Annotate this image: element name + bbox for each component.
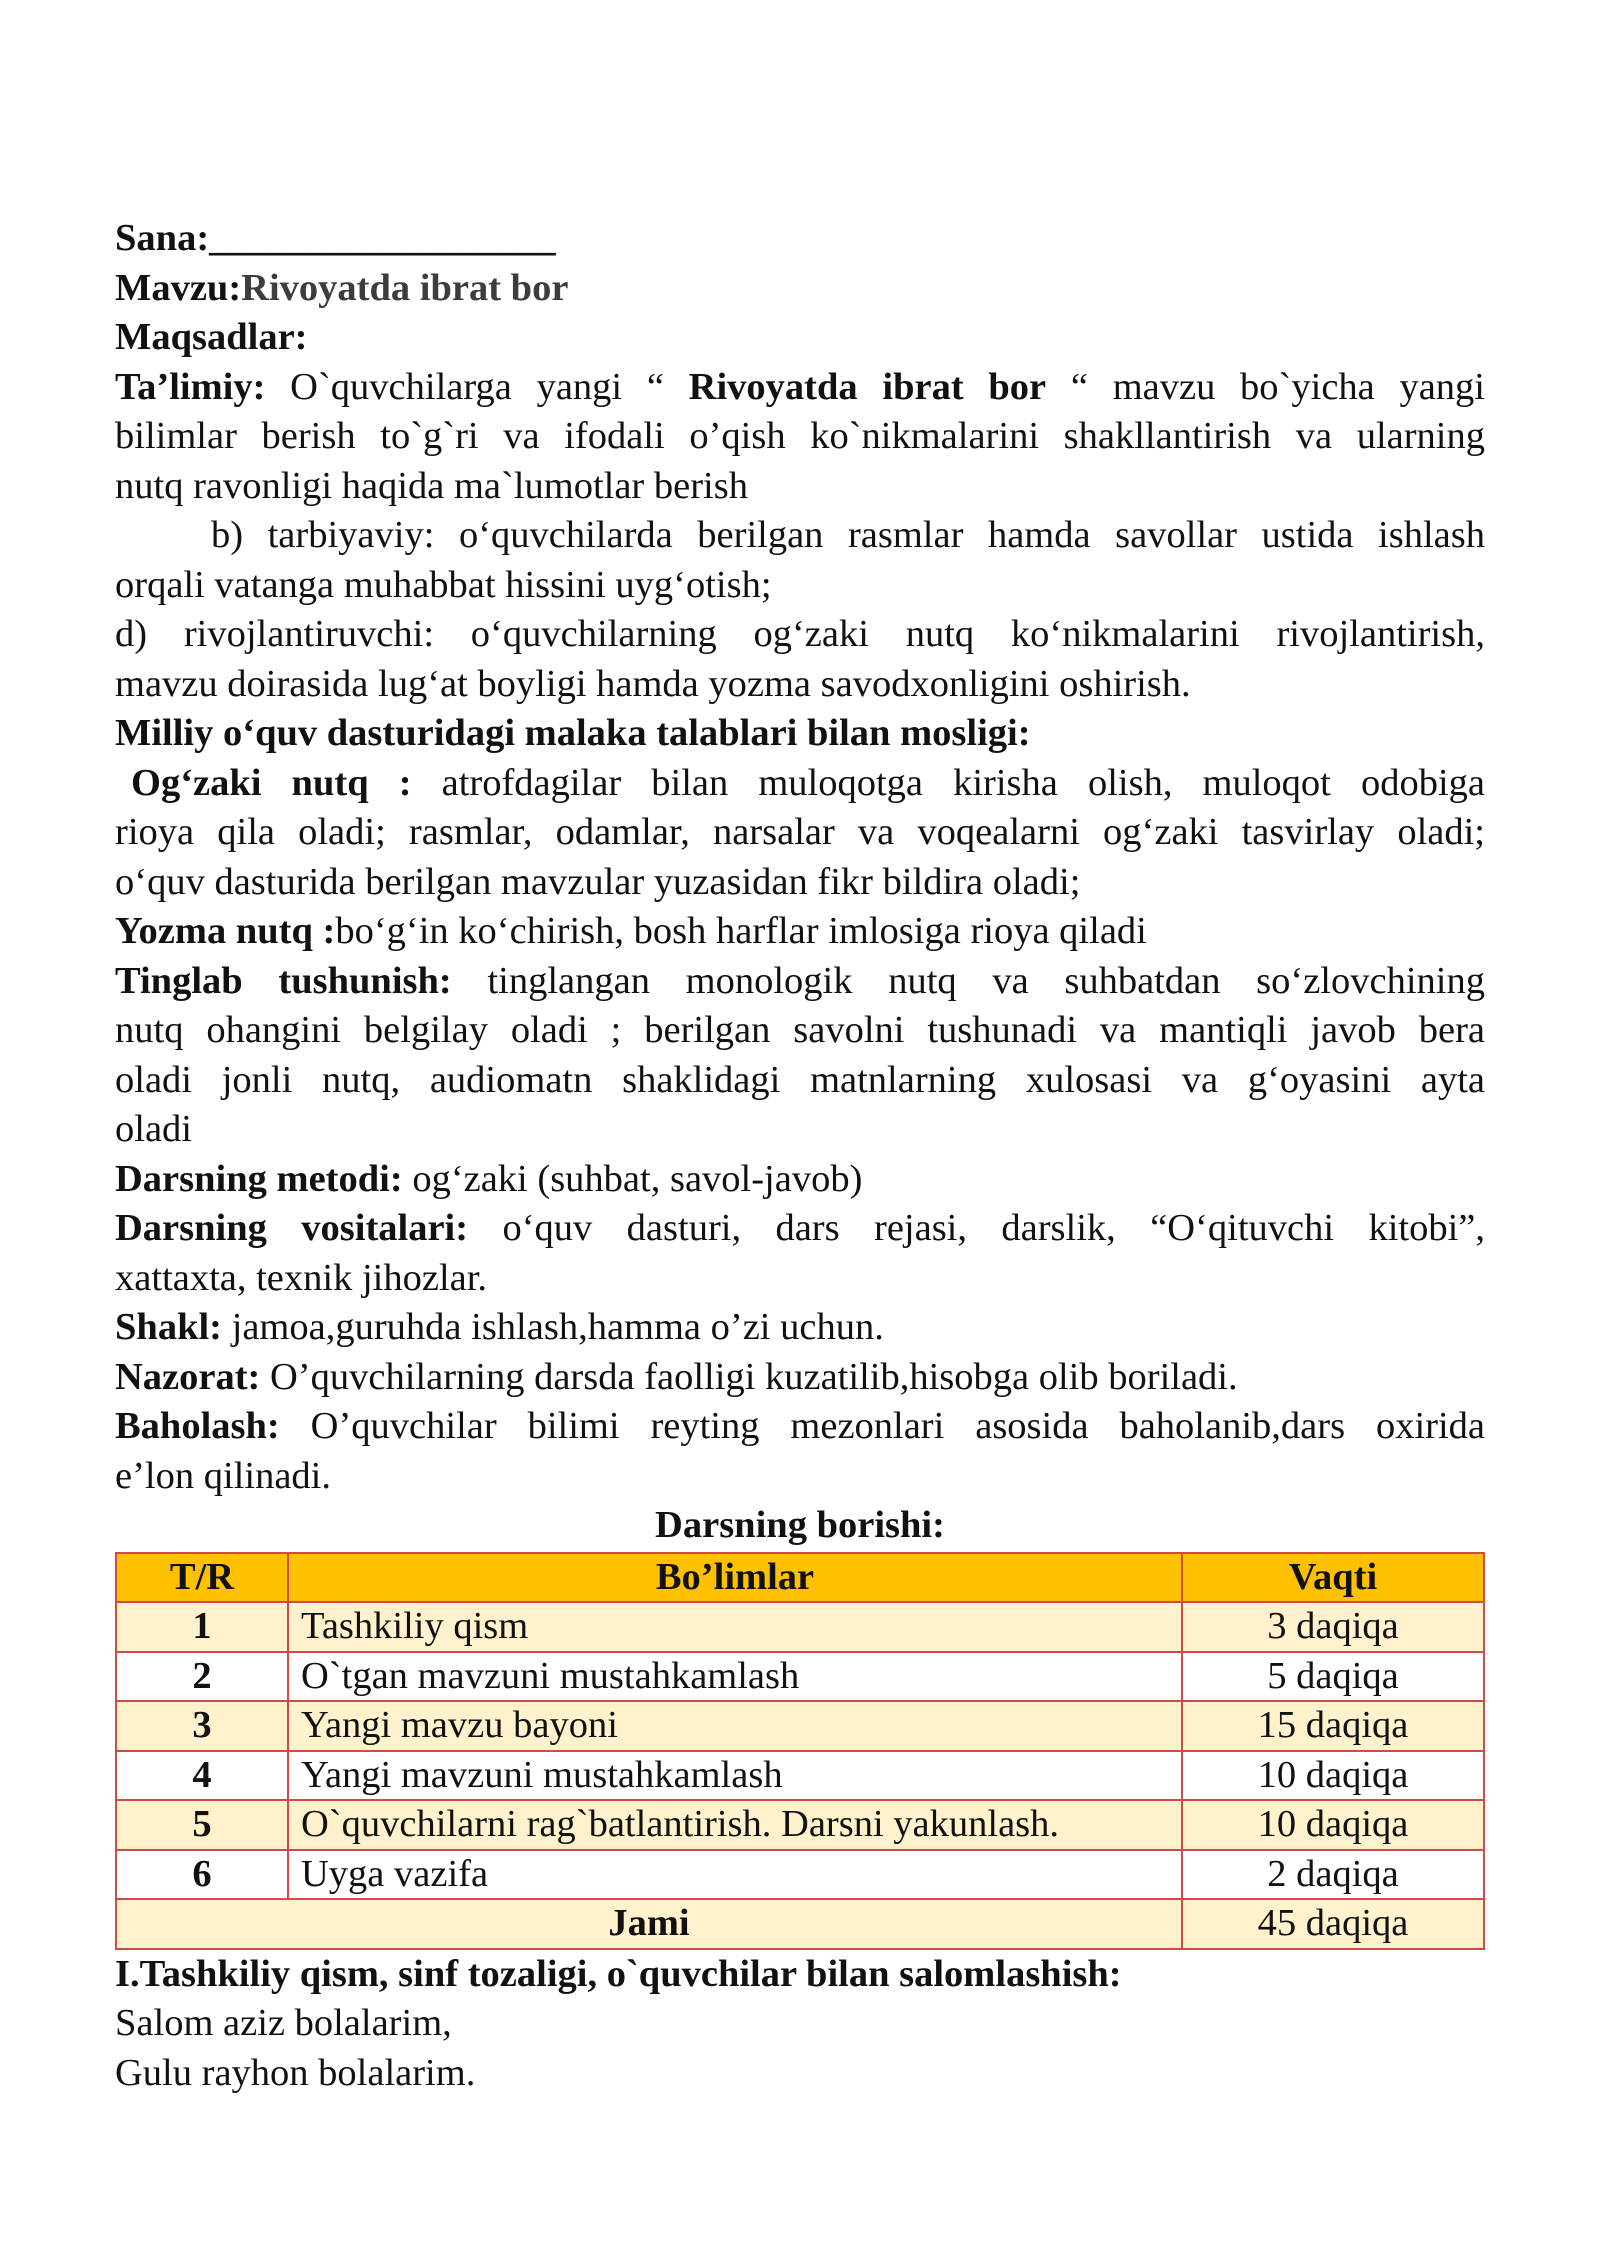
date-blank: __________________	[209, 217, 556, 259]
table-row	[116, 1652, 1484, 1702]
upbringing-goal-line-1: b) tarbiyaviy: o‘quvchilarda berilgan rasmlar hamda savollar ustida ishlash	[211, 514, 1485, 556]
table-row	[116, 1850, 1484, 1900]
control-text: O’quvchilarning darsda faolligi kuzatilib,hisobga olib boriladi.	[260, 1355, 1238, 1398]
educational-goal-text-end: “ mavzu bo`yicha yangi	[1046, 365, 1486, 408]
section-1-heading: I.Tashkiliy qism, sinf tozaligi, o`quvchilar bilan salomlashish:	[115, 1952, 1122, 1995]
lesson-flow-title: Darsning borishi:	[655, 1504, 945, 1546]
row-section: Uyga vazifa	[288, 1850, 1182, 1900]
topic-label: Mavzu:	[115, 266, 242, 309]
oral-speech-line-1	[115, 759, 1485, 809]
table-header-row	[116, 1553, 1484, 1603]
row-number: 3	[116, 1701, 288, 1751]
lesson-plan-page	[115, 214, 1485, 2098]
method-line	[115, 1155, 1485, 1205]
written-speech-line	[115, 907, 1485, 957]
curriculum-heading: Milliy o‘quv dasturidagi malaka talablari bilan mosligi:	[115, 712, 1031, 754]
table-row	[116, 1751, 1484, 1801]
form-line	[115, 1303, 1485, 1353]
topic-line	[115, 264, 1485, 314]
greeting-line-1: Salom aziz bolalarim,	[115, 2002, 452, 2044]
tools-text: o‘quv dasturi, dars rejasi, darslik, “O‘qituvchi kitobi”,	[468, 1207, 1485, 1249]
row-number: 5	[116, 1800, 288, 1850]
row-time: 10 daqiqa	[1182, 1800, 1484, 1850]
educational-goal-label: Ta’limiy:	[115, 365, 266, 408]
educational-goal-topic: Rivoyatda ibrat bor	[688, 365, 1047, 408]
control-label: Nazorat:	[115, 1355, 261, 1398]
listening-line-4: oladi	[115, 1108, 192, 1150]
assessment-line-1	[115, 1402, 1485, 1452]
topic-value: Rivoyatda ibrat bor	[241, 266, 569, 309]
oral-speech-line-2: rioya qila oladi; rasmlar, odamlar, narsalar va voqealarni og‘zaki tasvirlay oladi;	[115, 811, 1485, 853]
method-label: Darsning metodi:	[115, 1157, 403, 1200]
row-section: Yangi mavzu bayoni	[288, 1701, 1182, 1751]
table-row	[116, 1800, 1484, 1850]
greeting-line-2: Gulu rayhon bolalarim.	[115, 2051, 476, 2094]
row-time: 3 daqiqa	[1182, 1602, 1484, 1652]
row-section: Yangi mavzuni mustahkamlash	[288, 1751, 1182, 1801]
date-line	[115, 214, 1485, 264]
educational-goal-text: O`quvchilarga yangi “	[265, 365, 689, 408]
assessment-line-2: e’lon qilinadi.	[115, 1454, 331, 1497]
row-number: 6	[116, 1850, 288, 1900]
date-label: Sana:	[115, 217, 210, 259]
header-time: Vaqti	[1182, 1553, 1484, 1603]
row-section: Tashkiliy qism	[288, 1602, 1182, 1652]
total-label: Jami	[116, 1899, 1182, 1949]
developmental-goal-line-1: d) rivojlantiruvchi: o‘quvchilarning og‘zaki nutq ko‘nikmalarini rivojlantirish,	[115, 613, 1485, 655]
row-time: 15 daqiqa	[1182, 1701, 1484, 1751]
oral-speech-text: atrofdagilar bilan muloqotga kirisha olish, muloqot odobiga	[411, 761, 1485, 804]
assessment-label: Baholash:	[115, 1405, 280, 1447]
row-time: 5 daqiqa	[1182, 1652, 1484, 1702]
goals-heading: Maqsadlar:	[115, 316, 308, 358]
method-text: og‘zaki (suhbat, savol-javob)	[402, 1157, 863, 1200]
header-sections: Bo’limlar	[288, 1553, 1182, 1603]
table-total-row	[116, 1899, 1484, 1949]
row-number: 4	[116, 1751, 288, 1801]
control-line	[115, 1353, 1485, 1403]
listening-line-1	[115, 957, 1485, 1007]
listening-line-2: nutq ohangini belgilay oladi ; berilgan savolni tushunadi va mantiqli javob bera	[115, 1009, 1485, 1051]
oral-speech-label: Og‘zaki nutq :	[131, 761, 412, 804]
educational-goal-line-3: nutq ravonligi haqida ma`lumotlar berish	[115, 464, 748, 507]
row-number: 2	[116, 1652, 288, 1702]
tools-label: Darsning vositalari:	[115, 1207, 469, 1249]
developmental-goal-line-2: mavzu doirasida lug‘at boyligi hamda yozma savodxonligini oshirish.	[115, 662, 1191, 705]
lesson-flow-table	[115, 1552, 1485, 1950]
educational-goal-line-1	[115, 363, 1485, 413]
written-speech-text: bo‘g‘in ko‘chirish, bosh harflar imlosiga rioya qiladi	[335, 910, 1147, 952]
row-time: 2 daqiqa	[1182, 1850, 1484, 1900]
tools-line-2: xattaxta, texnik jihozlar.	[115, 1256, 488, 1299]
assessment-text: O’quvchilar bilimi reyting mezonlari asosida baholanib,dars oxirida	[279, 1405, 1485, 1447]
table-row	[116, 1602, 1484, 1652]
upbringing-goal-line-2: orqali vatanga muhabbat hissini uyg‘otish;	[115, 563, 772, 606]
row-time: 10 daqiqa	[1182, 1751, 1484, 1801]
row-section: O`quvchilarni rag`batlantirish. Darsni yakunlash.	[288, 1800, 1182, 1850]
tools-line-1	[115, 1204, 1485, 1254]
header-number: T/R	[116, 1553, 288, 1603]
oral-speech-line-3: o‘quv dasturida berilgan mavzular yuzasidan fikr bildira oladi;	[115, 860, 1081, 903]
table-row	[116, 1701, 1484, 1751]
row-section: O`tgan mavzuni mustahkamlash	[288, 1652, 1182, 1702]
educational-goal-line-2: bilimlar berish to`g`ri va ifodali o’qish ko`nikmalarini shakllantirish va ularning	[115, 415, 1485, 457]
form-text: jamoa,guruhda ishlash,hamma o’zi uchun.	[222, 1306, 884, 1348]
listening-line-3: oladi jonli nutq, audiomatn shaklidagi matnlarning xulosasi va g‘oyasini ayta	[115, 1058, 1485, 1101]
form-label: Shakl:	[115, 1306, 223, 1348]
row-number: 1	[116, 1602, 288, 1652]
listening-text: tinglangan monologik nutq va suhbatdan so‘zlovchining	[451, 959, 1485, 1002]
written-speech-label: Yozma nutq :	[115, 910, 336, 952]
listening-label: Tinglab tushunish:	[115, 959, 452, 1002]
total-time: 45 daqiqa	[1182, 1899, 1484, 1949]
